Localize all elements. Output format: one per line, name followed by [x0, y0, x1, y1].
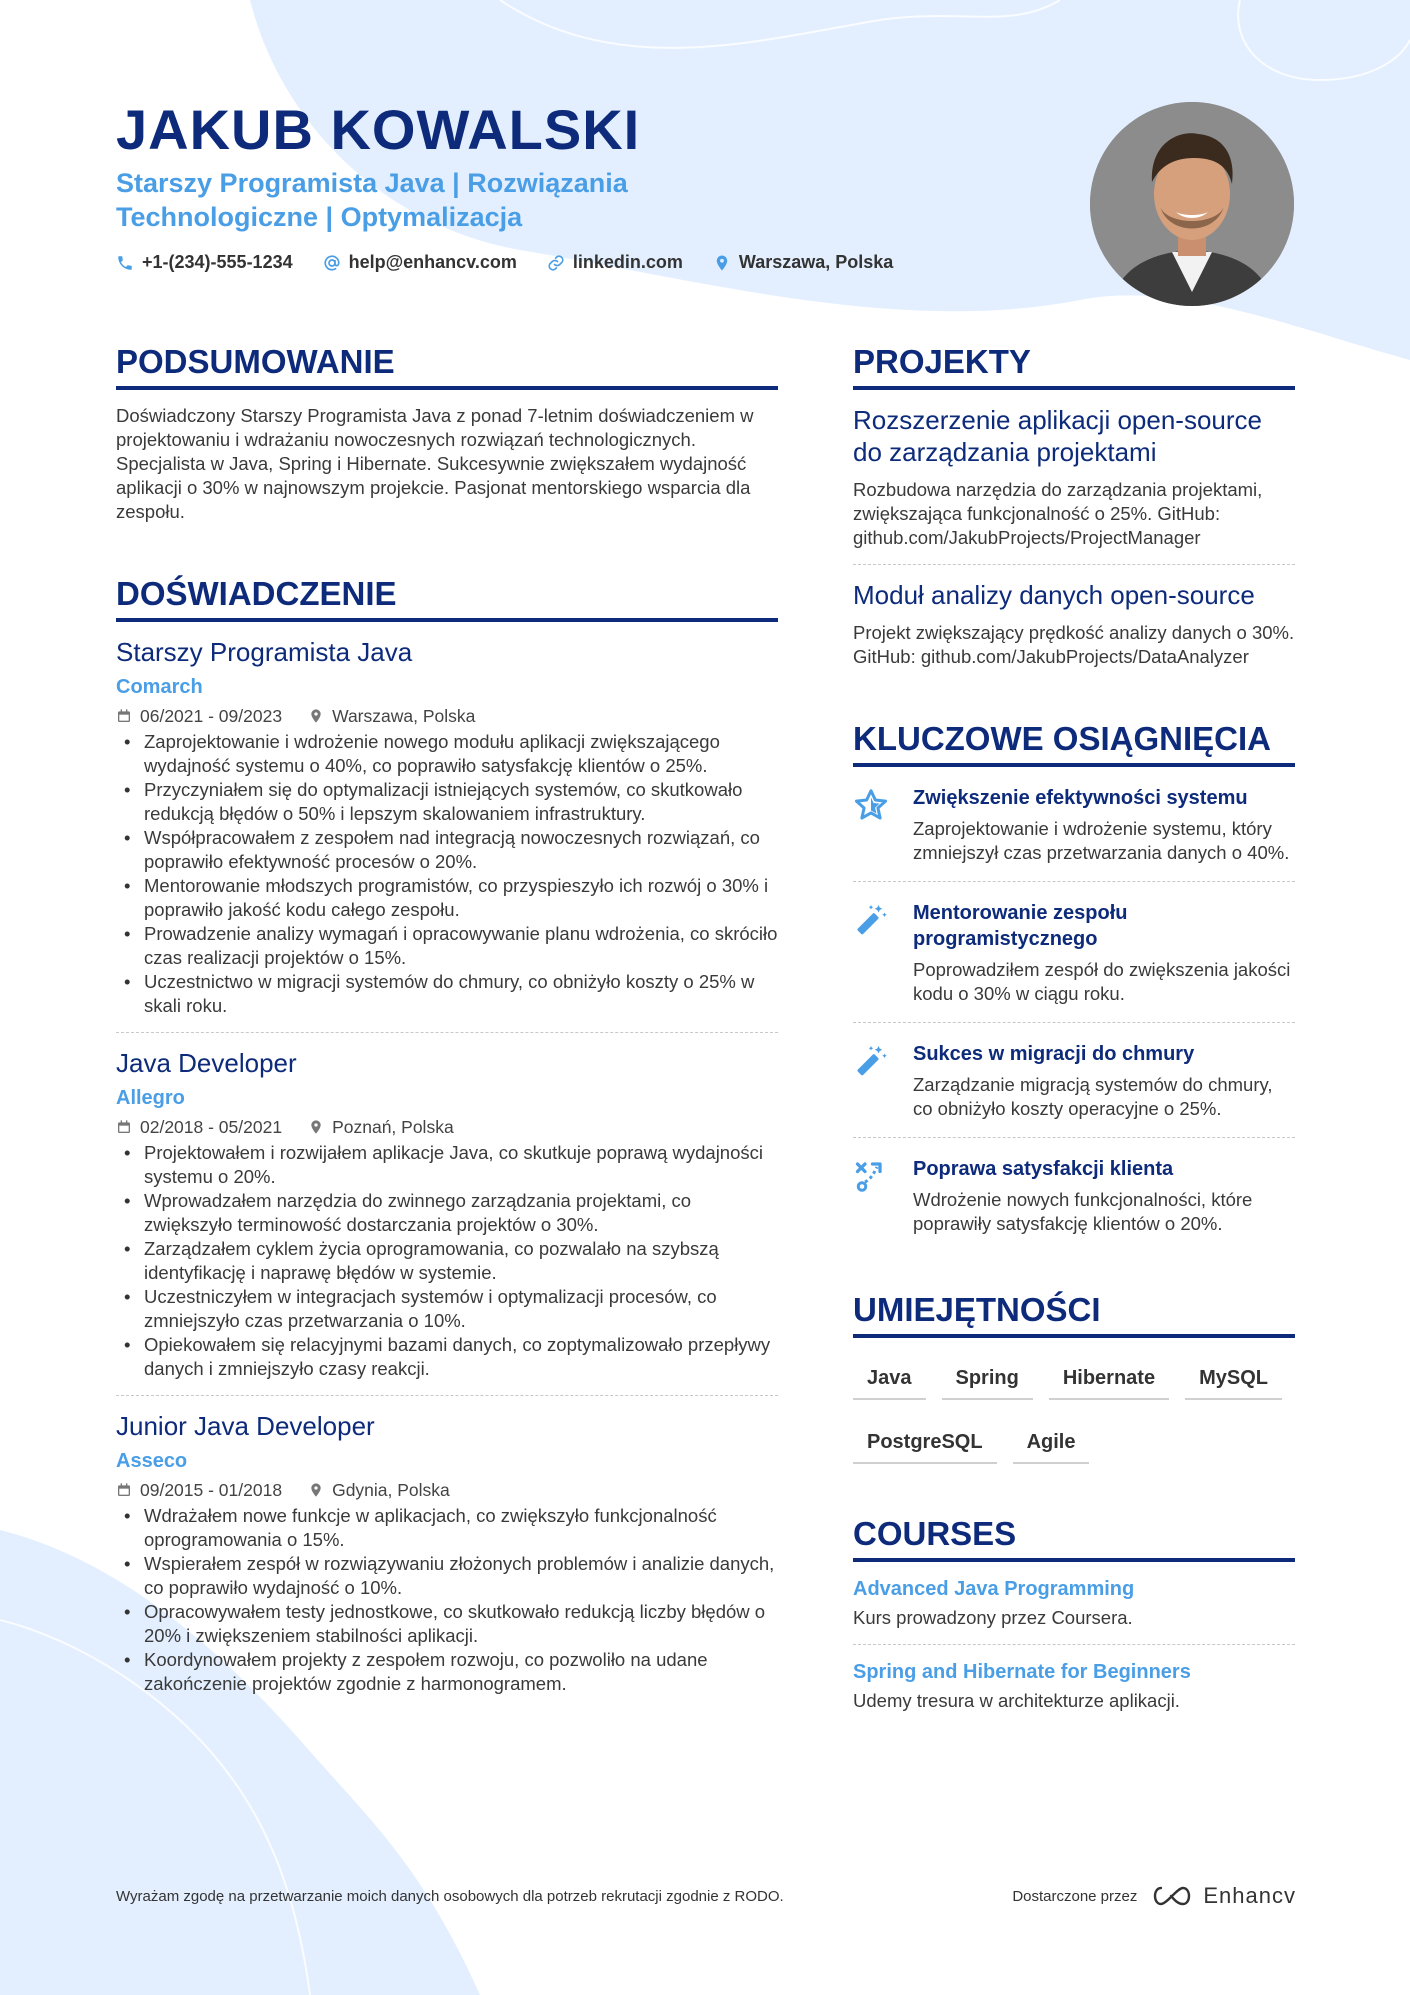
- list-item: • Prowadzenie analizy wymagań i opracowywanie planu wdrożenia, co skróciło czas realizacji projektów o 15%.: [116, 922, 778, 970]
- job-title: Starszy Programista Java: [116, 637, 413, 667]
- brand-name: Enhancv: [1203, 1883, 1296, 1908]
- projects-heading: PROJEKTY: [853, 342, 1295, 390]
- achievements-section: [853, 719, 1295, 1252]
- job-entry: [116, 1032, 778, 1381]
- link-icon: [547, 254, 565, 272]
- course-description: Kurs prowadzony przez Coursera.: [853, 1607, 1133, 1628]
- job-location: Poznań, Polska: [332, 1117, 454, 1137]
- achievement-description: Zaprojektowanie i wdrożenie systemu, który zmniejszył czas przetwarzania danych o 40%.: [913, 818, 1290, 863]
- job-title: Junior Java Developer: [116, 1411, 375, 1441]
- infinity-icon: [1149, 1884, 1195, 1908]
- calendar-icon: [116, 1482, 132, 1498]
- summary-section: [116, 342, 778, 524]
- contact-phone[interactable]: [116, 252, 293, 273]
- enhancv-logo[interactable]: [1149, 1883, 1296, 1909]
- company-name: Allegro: [116, 1087, 185, 1109]
- project-description: Projekt zwiększający prędkość analizy danych o 30%. GitHub: github.com/JakubProjects/DataAnalyzer: [853, 622, 1295, 667]
- summary-text: Doświadczony Starszy Programista Java z ponad 7-letnim doświadczeniem w projektowaniu i wdrażaniu nowoczesnych rozwiązań technologicznych. Specjalista w Java, Spring i Hibernate. Sukcesywnie zwiększałem wydajność aplikacji o 30% w najnowszym projekcie. Pasjonat mentorskiego wsparcia dla zespołu.: [116, 405, 754, 522]
- list-item: • Projektowałem i rozwijałem aplikacje Java, co skutkuje poprawą wydajności systemu o 20%.: [116, 1141, 778, 1189]
- company-name: Comarch: [116, 676, 203, 698]
- achievement-entry: [853, 1137, 1295, 1252]
- calendar-icon: [116, 708, 132, 724]
- job-meta: [116, 1115, 778, 1139]
- course-title: Spring and Hibernate for Beginners: [853, 1661, 1191, 1683]
- candidate-headline: Starszy Programista Java | Rozwiązania Technologiczne | Optymalizacja: [116, 168, 628, 232]
- project-title: Rozszerzenie aplikacji open-source do zarządzania projektami: [853, 405, 1262, 467]
- job-location: Gdynia, Polska: [332, 1480, 450, 1500]
- gdpr-consent: Wyrażam zgodę na przetwarzanie moich danych osobowych dla potrzeb rekrutacji zgodnie z RODO.: [116, 1887, 784, 1905]
- job-bullets: [116, 1141, 778, 1381]
- job-dates: 06/2021 - 09/2023: [140, 706, 283, 726]
- course-title: Advanced Java Programming: [853, 1578, 1135, 1600]
- project-title: Moduł analizy danych open-source: [853, 580, 1255, 610]
- list-item: • Zaprojektowanie i wdrożenie nowego modułu aplikacji zwiększającego wydajność systemu o 40%, co poprawiło satysfakcję klientów o 25%.: [116, 730, 778, 778]
- experience-heading: DOŚWIADCZENIE: [116, 574, 778, 622]
- skill-tag: Java: [853, 1360, 926, 1400]
- skill-tag: MySQL: [1185, 1360, 1282, 1400]
- project-description: Rozbudowa narzędzia do zarządzania projektami, zwiększająca funkcjonalność o 25%. GitHub: github.com/JakubProjects/ProjectManager: [853, 479, 1263, 548]
- resume-header: [116, 98, 1066, 273]
- achievement-title: Zwiększenie efektywności systemu: [913, 787, 1248, 809]
- skill-tag: Spring: [942, 1360, 1033, 1400]
- course-description: Udemy tresura w architekturze aplikacji.: [853, 1690, 1180, 1711]
- skills-section: [853, 1290, 1295, 1464]
- list-item: • Współpracowałem z zespołem nad integracją nowoczesnych rozwiązań, co poprawiło efektywność procesów o 20%.: [116, 826, 778, 874]
- list-item: • Uczestnictwo w migracji systemów do chmury, co obniżyło koszty o 25% w skali roku.: [116, 970, 778, 1018]
- footer: [116, 1883, 1296, 1909]
- magic-wand-icon: [853, 1043, 889, 1079]
- contact-linkedin[interactable]: [547, 252, 683, 273]
- linkedin-text: linkedin.com: [572, 252, 683, 272]
- contact-info: [116, 252, 1066, 273]
- job-entry: [116, 622, 778, 1018]
- avatar: [1090, 102, 1294, 306]
- list-item: • Koordynowałem projekty z zespołem rozwoju, co pozwoliło na udane zakończenie projektów zgodnie z harmonogramem.: [116, 1648, 778, 1696]
- achievement-title: Sukces w migracji do chmury: [913, 1043, 1195, 1065]
- location-text: Warszawa, Polska: [738, 252, 894, 272]
- list-item: • Mentorowanie młodszych programistów, co przyspieszyło ich rozwój o 30% i poprawiło jakość kodu całego zespołu.: [116, 874, 778, 922]
- magic-wand-icon: [853, 902, 889, 938]
- job-bullets: [116, 1504, 778, 1696]
- projects-section: [853, 342, 1295, 669]
- courses-section: [853, 1514, 1295, 1713]
- at-icon: [323, 254, 341, 272]
- phone-text: +1-(234)-555-1234: [142, 252, 293, 272]
- job-title: Java Developer: [116, 1048, 297, 1078]
- company-name: Asseco: [116, 1450, 188, 1472]
- powered-by: [1012, 1883, 1296, 1909]
- list-item: • Wspierałem zespół w rozwiązywaniu złożonych problemów i analizie danych, co poprawiło wydajność o 10%.: [116, 1552, 778, 1600]
- list-item: • Wdrażałem nowe funkcje w aplikacjach, co zwiększyło funkcjonalność oprogramowania o 15%.: [116, 1504, 778, 1552]
- strategy-icon: [853, 1158, 889, 1194]
- star-icon: [853, 787, 889, 823]
- course-entry: [853, 1562, 1295, 1630]
- calendar-icon: [116, 1119, 132, 1135]
- job-location: Warszawa, Polska: [332, 706, 476, 726]
- job-meta: [116, 704, 778, 728]
- location-pin-icon: [308, 1119, 324, 1135]
- contact-email[interactable]: [323, 252, 517, 273]
- project-entry: [853, 564, 1295, 669]
- list-item: • Opiekowałem się relacyjnymi bazami danych, co zoptymalizowało przepływy danych i zmniejszyło czasy reakcji.: [116, 1333, 778, 1381]
- course-entry: [853, 1644, 1295, 1713]
- achievement-title: Mentorowanie zespołu programistycznego: [913, 902, 1128, 950]
- achievement-description: Wdrożenie nowych funkcjonalności, które poprawiły satysfakcję klientów o 20%.: [913, 1189, 1253, 1234]
- job-dates: 02/2018 - 05/2021: [140, 1117, 283, 1137]
- achievement-entry: [853, 1022, 1295, 1137]
- list-item: • Uczestniczyłem w integracjach systemów i optymalizacji procesów, co zmniejszyło czas przetwarzania o 10%.: [116, 1285, 778, 1333]
- job-bullets: [116, 730, 778, 1018]
- achievement-title: Poprawa satysfakcji klienta: [913, 1158, 1174, 1180]
- skill-tag: Hibernate: [1049, 1360, 1169, 1400]
- list-item: • Wprowadzałem narzędzia do zwinnego zarządzania projektami, co zwiększyło terminowość dostarczania projektów o 30%.: [116, 1189, 778, 1237]
- achievement-entry: [853, 767, 1295, 881]
- powered-by-label: Dostarczone przez: [1012, 1887, 1138, 1905]
- location-pin-icon: [308, 1482, 324, 1498]
- right-column: [853, 342, 1295, 1713]
- project-entry: [853, 390, 1295, 550]
- list-item: • Opracowywałem testy jednostkowe, co skutkowało redukcją liczby błędów o 20% i zwiększeniem stabilności aplikacji.: [116, 1600, 778, 1648]
- list-item: • Przyczyniałem się do optymalizacji istniejących systemów, co skutkowało redukcją błędów o 50% i lepszym skalowaniem infrastruktury.: [116, 778, 778, 826]
- job-dates: 09/2015 - 01/2018: [140, 1480, 283, 1500]
- achievement-description: Zarządzanie migracją systemów do chmury, co obniżyło koszty operacyjne o 25%.: [913, 1074, 1273, 1119]
- contact-location: [713, 252, 893, 273]
- phone-icon: [116, 254, 134, 272]
- skills-heading: UMIEJĘTNOŚCI: [853, 1290, 1295, 1338]
- list-item: • Zarządzałem cyklem życia oprogramowania, co pozwalało na szybszą identyfikację i naprawę błędów w systemie.: [116, 1237, 778, 1285]
- job-meta: [116, 1478, 778, 1502]
- achievement-description: Poprowadziłem zespół do zwiększenia jakości kodu o 30% w ciągu roku.: [913, 959, 1291, 1004]
- email-text: help@enhancv.com: [348, 252, 517, 272]
- candidate-name: JAKUB KOWALSKI: [116, 98, 641, 161]
- courses-heading: COURSES: [853, 1514, 1295, 1562]
- location-pin-icon: [308, 708, 324, 724]
- experience-section: [116, 574, 778, 1696]
- skill-tag: PostgreSQL: [853, 1424, 997, 1464]
- profile-photo: [1090, 102, 1294, 306]
- summary-heading: PODSUMOWANIE: [116, 342, 778, 390]
- skill-tag: Agile: [1013, 1424, 1090, 1464]
- skills-list: [853, 1360, 1295, 1464]
- location-pin-icon: [713, 254, 731, 272]
- achievement-entry: [853, 881, 1295, 1022]
- left-column: [116, 342, 778, 1696]
- achievements-heading: KLUCZOWE OSIĄGNIĘCIA: [853, 719, 1295, 767]
- job-entry: [116, 1395, 778, 1696]
